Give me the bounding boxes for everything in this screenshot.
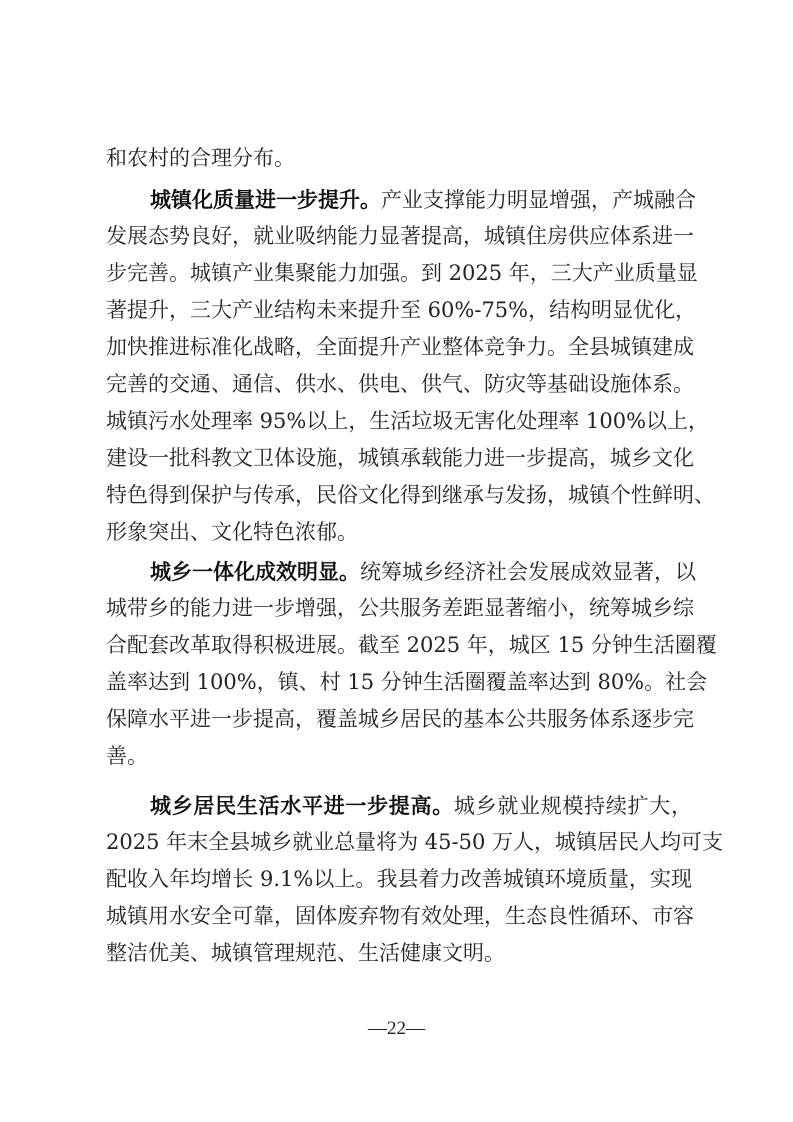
paragraph	[106, 181, 715, 551]
text-line	[106, 590, 692, 627]
line-text: 2025 年末全县城乡就业总量将为 45-50 万人，城镇居民人均可支	[106, 830, 724, 854]
text-line	[106, 664, 708, 701]
line-text: 和农村的合理分布。	[106, 146, 295, 170]
paragraph	[106, 787, 724, 972]
line-text: 完善的交通、通信、供水、供电、供气、防灾等基础设施体系。	[106, 372, 694, 396]
line-text: 著提升，三大产业结构未来提升至 60%-75%，结构明显优化，	[106, 298, 697, 322]
paragraph-heading: 城乡一体化成效明显。	[150, 559, 360, 584]
text-line	[106, 824, 724, 861]
text-line	[106, 403, 710, 440]
text-line	[106, 477, 715, 514]
line-text: 城镇污水处理率 95%以上，生活垃圾无害化处理率 100%以上，	[106, 409, 710, 433]
line-text: 建设一批科教文卫体设施，城镇承载能力进一步提高，城乡文化	[106, 446, 694, 470]
text-line	[106, 255, 698, 292]
text-line	[106, 514, 692, 551]
paragraph	[106, 553, 717, 775]
text-line	[106, 329, 692, 366]
line-text: 城乡就业规模持续扩大，	[453, 794, 693, 818]
text-line	[106, 898, 692, 935]
line-text: 合配套改革取得积极进展。截至 2025 年，城区 15 分钟生活圈覆	[106, 633, 717, 657]
paragraph	[106, 140, 692, 177]
text-line	[106, 787, 692, 824]
line-text: 产业支撑能力明显增强，产城融合	[381, 188, 696, 212]
text-line	[106, 553, 696, 590]
paragraph-heading: 城乡居民生活水平进一步提高。	[150, 793, 454, 818]
text-line	[106, 627, 717, 664]
text-line	[106, 218, 692, 255]
line-text: 特色得到保护与传承，民俗文化得到继承与发扬，城镇个性鲜明、	[106, 483, 715, 507]
line-text: 步完善。城镇产业集聚能力加强。到 2025 年，三大产业质量显	[106, 261, 698, 285]
line-text: 城带乡的能力进一步增强，公共服务差距显著缩小，统筹城乡综	[106, 596, 694, 620]
line-text: 保障水平进一步提高，覆盖城乡居民的基本公共服务体系逐步完	[106, 707, 694, 731]
line-text: 发展态势良好，就业吸纳能力显著提高，城镇住房供应体系进一	[106, 224, 694, 248]
paragraph-heading: 城镇化质量进一步提升。	[150, 187, 381, 212]
text-line	[106, 440, 692, 477]
line-text: 善。	[106, 744, 148, 768]
text-line	[106, 861, 692, 898]
text-line	[106, 738, 692, 775]
line-text: 统筹城乡经济社会发展成效显著，以	[360, 560, 696, 584]
line-text: 配收入年均增长 9.1%以上。我县着力改善城镇环境质量，实现	[106, 867, 692, 891]
line-text: 城镇用水安全可靠，固体废弃物有效处理，生态良性循环、市容	[106, 904, 694, 928]
document-body	[106, 140, 724, 984]
page-number: —22—	[368, 1018, 425, 1039]
line-text: 盖率达到 100%，镇、村 15 分钟生活圈覆盖率达到 80%。社会	[106, 670, 708, 694]
line-text: 形象突出、文化特色浓郁。	[106, 520, 358, 544]
text-line	[106, 935, 692, 972]
text-line	[106, 701, 692, 738]
text-line	[106, 140, 692, 177]
line-text: 整洁优美、城镇管理规范、生活健康文明。	[106, 941, 505, 965]
text-line	[106, 181, 696, 218]
text-line	[106, 292, 697, 329]
text-line	[106, 366, 692, 403]
line-text: 加快推进标准化战略，全面提升产业整体竞争力。全县城镇建成	[106, 335, 694, 359]
